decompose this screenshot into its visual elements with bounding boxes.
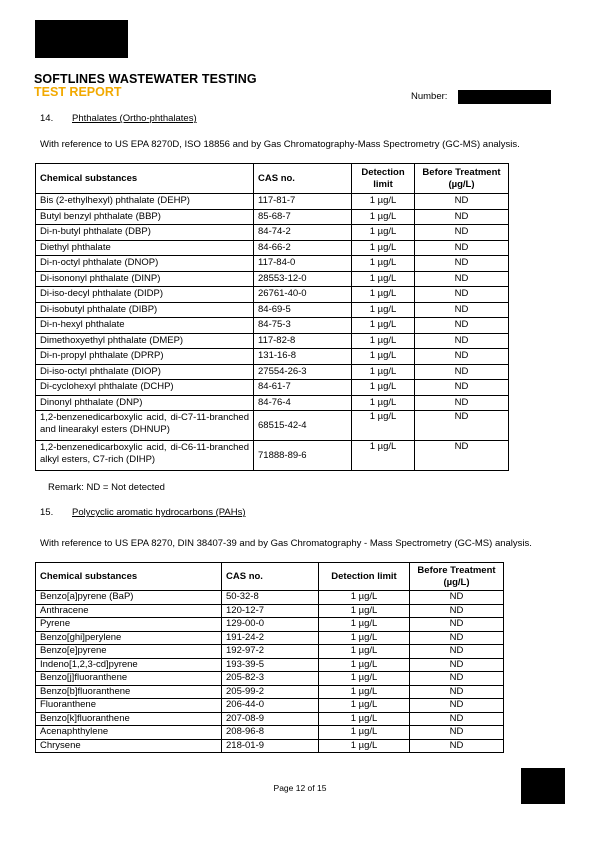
- table-row: [36, 287, 509, 303]
- table-row: [36, 318, 509, 334]
- chemical-name-cell: Di-iso-octyl phthalate (DIOP): [36, 364, 254, 380]
- redacted-number: [458, 90, 551, 104]
- cas-number-cell: 84-66-2: [254, 240, 352, 256]
- detection-limit-cell: 1 µg/L: [319, 712, 410, 726]
- cas-number-cell: 218-01-9: [222, 739, 319, 753]
- result-cell: ND: [410, 645, 504, 659]
- section-14-reference: With reference to US EPA 8270D, ISO 18856 and by Gas Chromatography-Mass Spectrometry (GC-MS) analysis.: [40, 139, 520, 150]
- table-row: [36, 364, 509, 380]
- chemical-name-cell: 1,2-benzenedicarboxylic acid, di-C6-11-branched alkyl esters, C7-rich (DIHP): [36, 441, 254, 471]
- cas-number-cell: 28553-12-0: [254, 271, 352, 287]
- detection-limit-cell: 1 µg/L: [352, 349, 415, 365]
- chemical-name-cell: Diethyl phthalate: [36, 240, 254, 256]
- cas-number-cell: 191-24-2: [222, 631, 319, 645]
- result-cell: ND: [415, 380, 509, 396]
- chemical-name-cell: Di-cyclohexyl phthalate (DCHP): [36, 380, 254, 396]
- result-cell: ND: [410, 699, 504, 713]
- table-row: [36, 726, 504, 740]
- detection-limit-cell: 1 µg/L: [352, 240, 415, 256]
- table-row: [36, 658, 504, 672]
- chemical-name-cell: Pyrene: [36, 618, 222, 632]
- report-title: SOFTLINES WASTEWATER TESTING: [34, 72, 257, 86]
- section-14-number: 14.: [40, 113, 54, 124]
- result-cell: ND: [415, 240, 509, 256]
- redacted-logo: [35, 20, 128, 58]
- table-row: [36, 209, 509, 225]
- cas-number-cell: 50-32-8: [222, 591, 319, 605]
- cas-number-cell: 131-16-8: [254, 349, 352, 365]
- col-before: Before Treatment (µg/L): [415, 164, 509, 194]
- redacted-stamp: [521, 768, 565, 804]
- detection-limit-cell: 1 µg/L: [352, 364, 415, 380]
- cas-number-cell: 129-00-0: [222, 618, 319, 632]
- table-header-row: [36, 164, 509, 194]
- section-15-title: Polycyclic aromatic hydrocarbons (PAHs): [72, 507, 246, 518]
- result-cell: ND: [415, 395, 509, 411]
- chemical-name-cell: Benzo[k]fluoranthene: [36, 712, 222, 726]
- section-14-remark: Remark: ND = Not detected: [48, 482, 165, 493]
- table-row: [36, 645, 504, 659]
- table-row: [36, 591, 504, 605]
- result-cell: ND: [415, 349, 509, 365]
- page-footer: Page 12 of 15: [273, 783, 327, 793]
- cas-number-cell: 117-81-7: [254, 194, 352, 210]
- detection-limit-cell: 1 µg/L: [319, 618, 410, 632]
- cas-number-cell: 84-75-3: [254, 318, 352, 334]
- table-row: [36, 604, 504, 618]
- detection-limit-cell: 1 µg/L: [319, 726, 410, 740]
- chemical-name-cell: Di-isobutyl phthalate (DIBP): [36, 302, 254, 318]
- chemical-name-cell: Dimethoxyethyl phthalate (DMEP): [36, 333, 254, 349]
- cas-number-cell: 84-69-5: [254, 302, 352, 318]
- section-14-title: Phthalates (Ortho-phthalates): [72, 113, 197, 124]
- col-cas: CAS no.: [254, 164, 352, 194]
- table-row: [36, 225, 509, 241]
- cas-number-cell: 205-99-2: [222, 685, 319, 699]
- cas-number-cell: 27554-26-3: [254, 364, 352, 380]
- col-before: Before Treatment (µg/L): [410, 563, 504, 591]
- detection-limit-cell: 1 µg/L: [319, 658, 410, 672]
- col-detection: Detection limit: [352, 164, 415, 194]
- chemical-name-cell: Benzo[b]fluoranthene: [36, 685, 222, 699]
- chemical-name-cell: Benzo[a]pyrene (BaP): [36, 591, 222, 605]
- chemical-name-cell: Acenaphthylene: [36, 726, 222, 740]
- detection-limit-cell: 1 µg/L: [352, 411, 415, 441]
- table-row: [36, 240, 509, 256]
- table-row: [36, 712, 504, 726]
- detection-limit-cell: 1 µg/L: [352, 271, 415, 287]
- result-cell: ND: [415, 194, 509, 210]
- table-row: [36, 380, 509, 396]
- number-label: Number:: [411, 91, 448, 102]
- result-cell: ND: [415, 411, 509, 441]
- table-row: [36, 699, 504, 713]
- result-cell: ND: [410, 712, 504, 726]
- table-row: [36, 672, 504, 686]
- table-row: [36, 271, 509, 287]
- detection-limit-cell: 1 µg/L: [352, 225, 415, 241]
- chemical-name-cell: Di-iso-decyl phthalate (DIDP): [36, 287, 254, 303]
- table-row: [36, 256, 509, 272]
- result-cell: ND: [415, 209, 509, 225]
- detection-limit-cell: 1 µg/L: [352, 318, 415, 334]
- cas-number-cell: 117-82-8: [254, 333, 352, 349]
- result-cell: ND: [415, 256, 509, 272]
- cas-number-cell: 117-84-0: [254, 256, 352, 272]
- chemical-name-cell: Butyl benzyl phthalate (BBP): [36, 209, 254, 225]
- chemical-name-cell: Di-n-propyl phthalate (DPRP): [36, 349, 254, 365]
- detection-limit-cell: 1 µg/L: [319, 739, 410, 753]
- detection-limit-cell: 1 µg/L: [319, 604, 410, 618]
- detection-limit-cell: 1 µg/L: [319, 645, 410, 659]
- cas-number-cell: 26761-40-0: [254, 287, 352, 303]
- detection-limit-cell: 1 µg/L: [352, 194, 415, 210]
- detection-limit-cell: 1 µg/L: [352, 395, 415, 411]
- section-14-heading: [40, 113, 197, 124]
- cas-number-cell: 85-68-7: [254, 209, 352, 225]
- phthalates-table: [35, 163, 509, 471]
- result-cell: ND: [410, 631, 504, 645]
- table-row: [36, 739, 504, 753]
- table-row: [36, 411, 509, 441]
- cas-number-cell: 208-96-8: [222, 726, 319, 740]
- result-cell: ND: [415, 364, 509, 380]
- section-15-heading: [40, 507, 246, 518]
- detection-limit-cell: 1 µg/L: [319, 591, 410, 605]
- result-cell: ND: [415, 271, 509, 287]
- table-row: [36, 441, 509, 471]
- detection-limit-cell: 1 µg/L: [352, 209, 415, 225]
- chemical-name-cell: Di-isononyl phthalate (DINP): [36, 271, 254, 287]
- cas-number-cell: 207-08-9: [222, 712, 319, 726]
- chemical-name-cell: Di-n-butyl phthalate (DBP): [36, 225, 254, 241]
- table-row: [36, 333, 509, 349]
- table-row: [36, 618, 504, 632]
- cas-number-cell: 206-44-0: [222, 699, 319, 713]
- table-row: [36, 194, 509, 210]
- result-cell: ND: [410, 726, 504, 740]
- chemical-name-cell: Benzo[j]fluoranthene: [36, 672, 222, 686]
- chemical-name-cell: Fluoranthene: [36, 699, 222, 713]
- chemical-name-cell: Chrysene: [36, 739, 222, 753]
- chemical-name-cell: Benzo[e]pyrene: [36, 645, 222, 659]
- chemical-name-cell: 1,2-benzenedicarboxylic acid, di-C7-11-branched and linearakyl esters (DHNUP): [36, 411, 254, 441]
- chemical-name-cell: Dinonyl phthalate (DNP): [36, 395, 254, 411]
- detection-limit-cell: 1 µg/L: [319, 685, 410, 699]
- table-row: [36, 631, 504, 645]
- cas-number-cell: 205-82-3: [222, 672, 319, 686]
- cas-number-cell: 120-12-7: [222, 604, 319, 618]
- result-cell: ND: [410, 685, 504, 699]
- section-15-reference: With reference to US EPA 8270, DIN 38407-39 and by Gas Chromatography - Mass Spectrometry (GC-MS) analysis.: [40, 538, 532, 549]
- detection-limit-cell: 1 µg/L: [352, 380, 415, 396]
- result-cell: ND: [415, 333, 509, 349]
- chemical-name-cell: Indeno[1,2,3-cd]pyrene: [36, 658, 222, 672]
- result-cell: ND: [415, 287, 509, 303]
- detection-limit-cell: 1 µg/L: [352, 256, 415, 272]
- detection-limit-cell: 1 µg/L: [319, 631, 410, 645]
- col-chemical: Chemical substances: [36, 164, 254, 194]
- col-chemical: Chemical substances: [36, 563, 222, 591]
- detection-limit-cell: 1 µg/L: [352, 441, 415, 471]
- table-header-row: [36, 563, 504, 591]
- result-cell: ND: [410, 658, 504, 672]
- chemical-name-cell: Di-n-octyl phthalate (DNOP): [36, 256, 254, 272]
- cas-number-cell: 84-61-7: [254, 380, 352, 396]
- table-row: [36, 302, 509, 318]
- result-cell: ND: [415, 302, 509, 318]
- chemical-name-cell: Bis (2-ethylhexyl) phthalate (DEHP): [36, 194, 254, 210]
- chemical-name-cell: Di-n-hexyl phthalate: [36, 318, 254, 334]
- result-cell: ND: [415, 318, 509, 334]
- result-cell: ND: [410, 739, 504, 753]
- result-cell: ND: [410, 672, 504, 686]
- cas-number-cell: 84-74-2: [254, 225, 352, 241]
- result-cell: ND: [415, 441, 509, 471]
- section-15-number: 15.: [40, 507, 54, 518]
- col-detection: Detection limit: [319, 563, 410, 591]
- cas-number-cell: 193-39-5: [222, 658, 319, 672]
- cas-number-cell: 71888-89-6: [254, 441, 352, 471]
- result-cell: ND: [410, 618, 504, 632]
- result-cell: ND: [415, 225, 509, 241]
- detection-limit-cell: 1 µg/L: [352, 287, 415, 303]
- cas-number-cell: 192-97-2: [222, 645, 319, 659]
- result-cell: ND: [410, 604, 504, 618]
- result-cell: ND: [410, 591, 504, 605]
- cas-number-cell: 84-76-4: [254, 395, 352, 411]
- detection-limit-cell: 1 µg/L: [352, 302, 415, 318]
- cas-number-cell: 68515-42-4: [254, 411, 352, 441]
- detection-limit-cell: 1 µg/L: [319, 672, 410, 686]
- table-row: [36, 349, 509, 365]
- pahs-table: [35, 562, 504, 753]
- chemical-name-cell: Benzo[ghi]perylene: [36, 631, 222, 645]
- detection-limit-cell: 1 µg/L: [319, 699, 410, 713]
- col-cas: CAS no.: [222, 563, 319, 591]
- chemical-name-cell: Anthracene: [36, 604, 222, 618]
- table-row: [36, 685, 504, 699]
- table-row: [36, 395, 509, 411]
- report-subtitle: TEST REPORT: [34, 85, 122, 99]
- detection-limit-cell: 1 µg/L: [352, 333, 415, 349]
